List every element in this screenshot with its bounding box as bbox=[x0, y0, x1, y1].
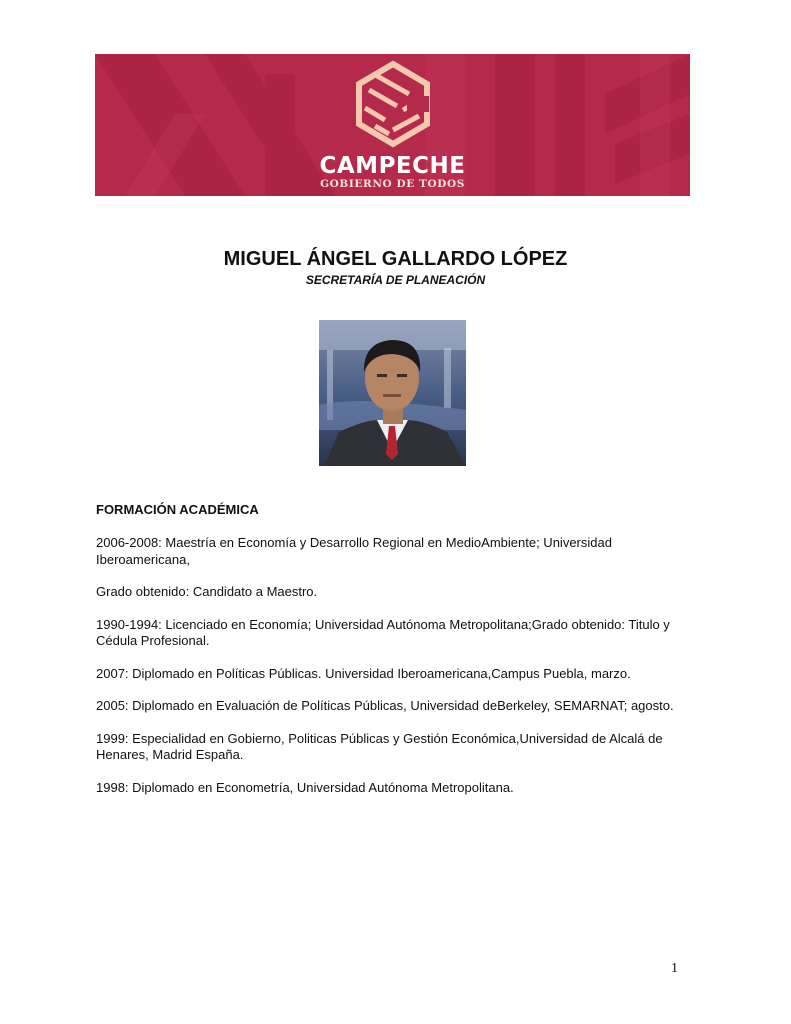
education-entry: 2007: Diplomado en Políticas Públicas. Universidad Iberoamericana,Campus Puebla, marzo. bbox=[96, 665, 631, 681]
section-title-education: FORMACIÓN ACADÉMICA bbox=[96, 502, 259, 517]
brand-name: CAMPECHE bbox=[319, 153, 466, 179]
education-entry: 1990-1994: Licenciado en Economía; Universidad Autónoma Metropolitana;Grado obtenido: Titulo y Cédula Profesional. bbox=[96, 616, 670, 648]
education-entry: Grado obtenido: Candidato a Maestro. bbox=[96, 584, 318, 599]
education-list bbox=[96, 535, 696, 812]
education-entry: 1999: Especialidad en Gobierno, Politicas Públicas y Gestión Económica,Universidad de Alcalá de Henares, Madrid España. bbox=[96, 730, 663, 762]
person-position: SECRETARÍA DE PLANEACIÓN bbox=[305, 273, 486, 287]
page-number: 1 bbox=[671, 961, 678, 976]
person-name: MIGUEL ÁNGEL GALLARDO LÓPEZ bbox=[223, 248, 568, 270]
header-banner bbox=[95, 54, 690, 196]
education-entry: 2005: Diplomado en Evaluación de Políticas Públicas, Universidad deBerkeley, SEMARNAT; agosto. bbox=[96, 698, 674, 713]
brand-tagline: GOBIERNO DE TODOS bbox=[320, 178, 465, 190]
campeche-logo-icon bbox=[349, 60, 437, 148]
portrait-photo bbox=[319, 320, 466, 466]
education-entry: 1998: Diplomado en Econometría, Universidad Autónoma Metropolitana. bbox=[96, 779, 514, 795]
education-entry: 2006-2008: Maestría en Economía y Desarrollo Regional en MedioAmbiente; Universidad Iberoamericana, bbox=[96, 535, 612, 567]
